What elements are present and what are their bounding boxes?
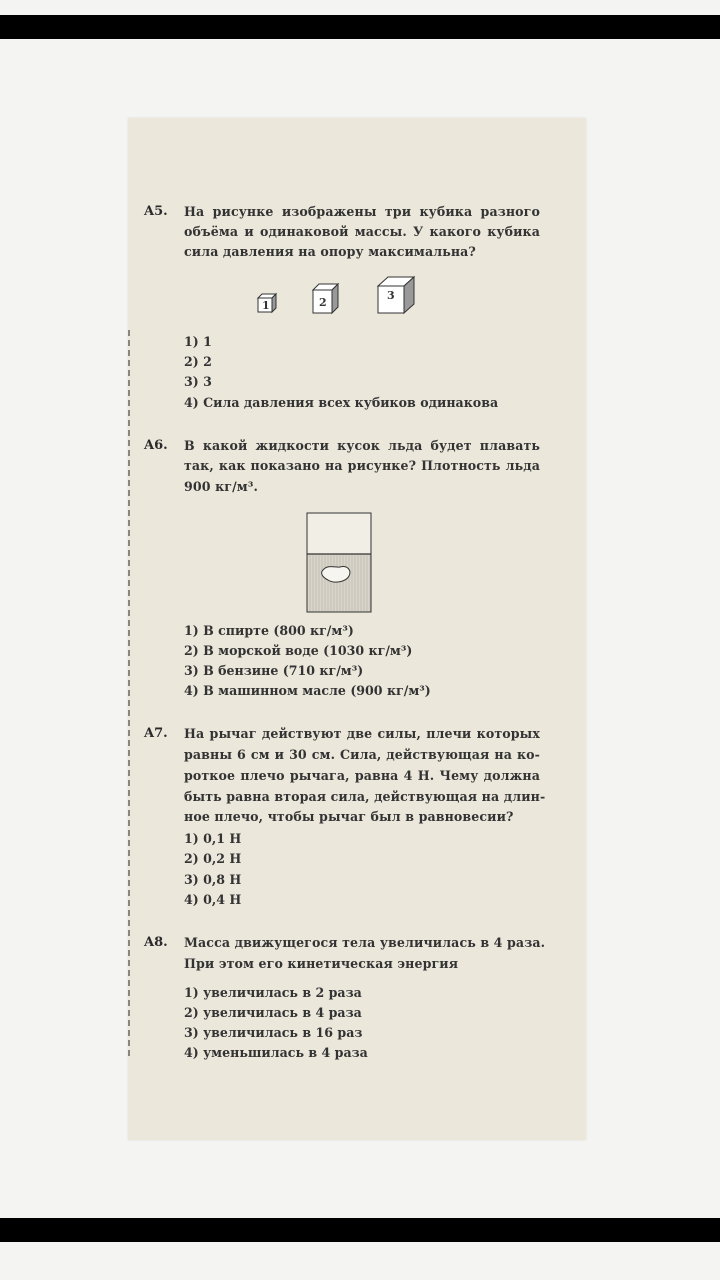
question-text-line: ное плечо, чтобы рычаг был в равновесии? [184,809,514,824]
question-text-line: Масса движущегося тела увеличилась в 4 раза. [184,935,546,950]
question-number: A7. [144,726,168,741]
question-text-line: На рисунке изображены три кубика разного [184,204,540,219]
answer-option: 4) 0,4 Н [184,892,242,907]
answer-option: 3) В бензине (710 кг/м³) [184,663,364,678]
top-status-bar [0,15,720,39]
answer-option: 2) В морской воде (1030 кг/м³) [184,643,413,658]
bottom-nav-bar [0,1218,720,1242]
cube-2 [313,284,338,313]
answer-option: 1) 1 [184,334,212,349]
answer-option: 3) 3 [184,374,212,389]
question-number: A5. [144,204,168,219]
ice-in-liquid-figure [306,512,374,614]
answer-option: 1) увеличилась в 2 раза [184,985,362,1000]
answer-option: 4) В машинном масле (900 кг/м³) [184,683,431,698]
answer-option: 2) увеличилась в 4 раза [184,1005,362,1020]
answer-option: 3) 0,8 Н [184,872,242,887]
document-page [128,118,586,1140]
question-text-line: объёма и одинаковой массы. У какого кубика [184,224,540,239]
answer-option: 4) Сила давления всех кубиков одинакова [184,395,499,410]
question-text-line: На рычаг действуют две силы, плечи которых [184,726,540,741]
svg-text:1: 1 [262,299,270,312]
question-text-line: быть равна вторая сила, действующая на длин- [184,789,546,804]
answer-option: 2) 2 [184,354,212,369]
answer-option: 3) увеличилась в 16 раз [184,1025,363,1040]
svg-text:3: 3 [387,289,395,302]
question-text-line: При этом его кинетическая энергия [184,956,459,971]
question-text-line: равны 6 см и 30 см. Сила, действующая на ко- [184,747,540,762]
question-text-line: роткое плечо рычага, равна 4 Н. Чему должна [184,768,540,783]
cube-3 [378,277,414,313]
answer-option: 4) уменьшилась в 4 раза [184,1045,368,1060]
page-margin-dashes [128,330,130,1060]
answer-option: 1) В спирте (800 кг/м³) [184,623,354,638]
question-text-line: В какой жидкости кусок льда будет плавать [184,438,540,453]
question-text-line: сила давления на опору максимальна? [184,244,476,259]
answer-option: 1) 0,1 Н [184,831,242,846]
cubes-figure [248,276,438,326]
question-text-line: 900 кг/м³. [184,479,258,494]
question-number: A8. [144,935,168,950]
question-text-line: так, как показано на рисунке? Плотность льда [184,458,540,473]
svg-text:2: 2 [319,296,327,309]
answer-option: 2) 0,2 Н [184,851,242,866]
question-number: A6. [144,438,168,453]
cube-1 [258,294,276,312]
